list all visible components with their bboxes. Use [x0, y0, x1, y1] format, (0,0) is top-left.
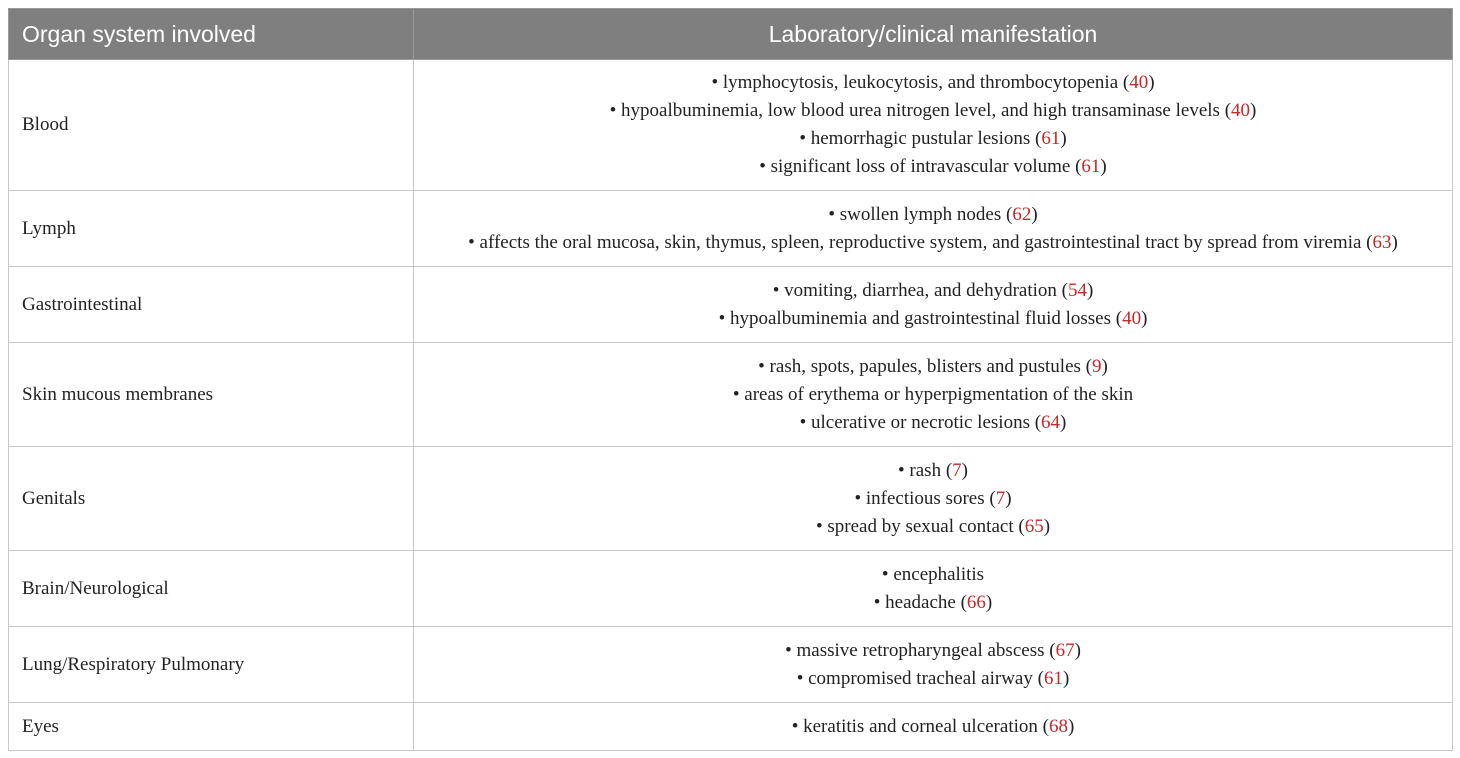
manifestation-item: • lymphocytosis, leukocytosis, and thrombocytopenia (40) [711, 72, 1155, 93]
manifestation-cell [414, 267, 1453, 343]
reference-link[interactable]: 7 [995, 487, 1006, 509]
manifestation-item: • headache (66) [873, 591, 993, 613]
reference-link[interactable]: 40 [1122, 307, 1142, 329]
reference-link[interactable]: 68 [1048, 715, 1068, 737]
manifestation-item: • rash (7) [898, 459, 968, 481]
manifestation-item: • significant loss of intravascular volume (61) [759, 156, 1107, 177]
manifestation-text: • hemorrhagic pustular lesions [799, 128, 1031, 149]
manifestation-text: • swollen lymph nodes [828, 203, 1002, 225]
manifestation-item: • massive retropharyngeal abscess (67) [785, 639, 1081, 661]
reference-link[interactable]: 40 [1129, 72, 1149, 93]
table-row [9, 703, 1453, 751]
table-row [9, 267, 1453, 343]
header-manifestation: Laboratory/clinical manifestation [414, 9, 1453, 60]
organ-cell: Lymph [9, 191, 414, 267]
manifestation-cell [414, 191, 1453, 267]
manifestation-item: • hemorrhagic pustular lesions (61) [799, 128, 1067, 149]
organ-cell: Gastrointestinal [9, 267, 414, 343]
manifestation-text: • infectious sores [854, 487, 985, 509]
manifestation-item: • infectious sores (7) [854, 487, 1012, 509]
manifestation-text: • hypoalbuminemia, low blood urea nitrogen level, and high transaminase levels [609, 100, 1220, 121]
manifestation-text: • massive retropharyngeal abscess [785, 639, 1045, 661]
table-row [9, 60, 1453, 191]
manifestation-cell [414, 627, 1453, 703]
manifestation-cell [414, 447, 1453, 551]
manifestation-text: • rash, spots, papules, blisters and pustules [758, 355, 1081, 377]
reference-link[interactable]: 61 [1043, 667, 1063, 689]
header-row [9, 9, 1453, 60]
manifestation-item [414, 561, 1452, 589]
manifestation-item: • keratitis and corneal ulceration (68) [791, 715, 1075, 737]
organ-cell: Genitals [9, 447, 414, 551]
manifestation-item: • affects the oral mucosa, skin, thymus, spleen, reproductive system, and gastrointestinal tract by spread from viremia (63) [468, 231, 1398, 253]
reference-link[interactable]: 54 [1067, 279, 1087, 301]
manifestation-item: • compromised tracheal airway (61) [796, 667, 1070, 689]
header-organ: Organ system involved [9, 9, 414, 60]
organ-cell: Brain/Neurological [9, 551, 414, 627]
manifestation-cell [414, 60, 1453, 191]
organ-cell: Lung/Respiratory Pulmonary [9, 627, 414, 703]
manifestation-text: • significant loss of intravascular volume [759, 156, 1071, 177]
organ-cell: Skin mucous membranes [9, 343, 414, 447]
manifestation-text: • compromised tracheal airway [796, 667, 1033, 689]
manifestation-cell [414, 703, 1453, 751]
manifestation-item [414, 381, 1452, 409]
reference-link[interactable]: 64 [1041, 411, 1061, 433]
manifestation-item: • rash, spots, papules, blisters and pustules (9) [758, 355, 1108, 377]
manifestation-item: • vomiting, diarrhea, and dehydration (54) [772, 279, 1094, 301]
manifestation-text: • headache [873, 591, 956, 613]
table-row [9, 627, 1453, 703]
table-body [9, 60, 1453, 751]
manifestation-item: • ulcerative or necrotic lesions (64) [799, 411, 1067, 433]
manifestation-cell [414, 551, 1453, 627]
manifestation-text: • hypoalbuminemia and gastrointestinal fluid losses [718, 307, 1111, 329]
manifestation-text: • encephalitis [881, 563, 985, 585]
manifestation-table [8, 8, 1453, 751]
reference-link[interactable]: 7 [952, 459, 962, 481]
manifestation-text: • rash [898, 459, 942, 481]
reference-link[interactable]: 40 [1231, 100, 1251, 121]
manifestation-cell [414, 343, 1453, 447]
manifestation-text: • areas of erythema or hyperpigmentation of the skin [732, 383, 1134, 405]
manifestation-item: • swollen lymph nodes (62) [828, 203, 1038, 225]
manifestation-text: • vomiting, diarrhea, and dehydration [772, 279, 1057, 301]
manifestation-item: • hypoalbuminemia and gastrointestinal fluid losses (40) [718, 307, 1148, 329]
reference-link[interactable]: 65 [1024, 515, 1044, 537]
reference-link[interactable]: 61 [1041, 128, 1061, 149]
manifestation-item: • spread by sexual contact (65) [815, 515, 1051, 537]
reference-link[interactable]: 63 [1372, 231, 1392, 253]
reference-link[interactable]: 66 [966, 591, 986, 613]
table-row [9, 447, 1453, 551]
organ-cell: Blood [9, 60, 414, 191]
table-row [9, 191, 1453, 267]
manifestation-text: • affects the oral mucosa, skin, thymus, spleen, reproductive system, and gastrointestinal tract by spread from viremia [468, 231, 1362, 253]
table-row [9, 551, 1453, 627]
reference-link[interactable]: 9 [1092, 355, 1102, 377]
organ-cell: Eyes [9, 703, 414, 751]
reference-link[interactable]: 62 [1012, 203, 1032, 225]
reference-link[interactable]: 61 [1081, 156, 1101, 177]
manifestation-text: • keratitis and corneal ulceration [791, 715, 1038, 737]
reference-link[interactable]: 67 [1055, 639, 1075, 661]
manifestation-item: • hypoalbuminemia, low blood urea nitrogen level, and high transaminase levels (40) [609, 100, 1257, 121]
manifestation-text: • spread by sexual contact [815, 515, 1014, 537]
manifestation-text: • lymphocytosis, leukocytosis, and thrombocytopenia [711, 72, 1119, 93]
table-row [9, 343, 1453, 447]
manifestation-text: • ulcerative or necrotic lesions [799, 411, 1030, 433]
